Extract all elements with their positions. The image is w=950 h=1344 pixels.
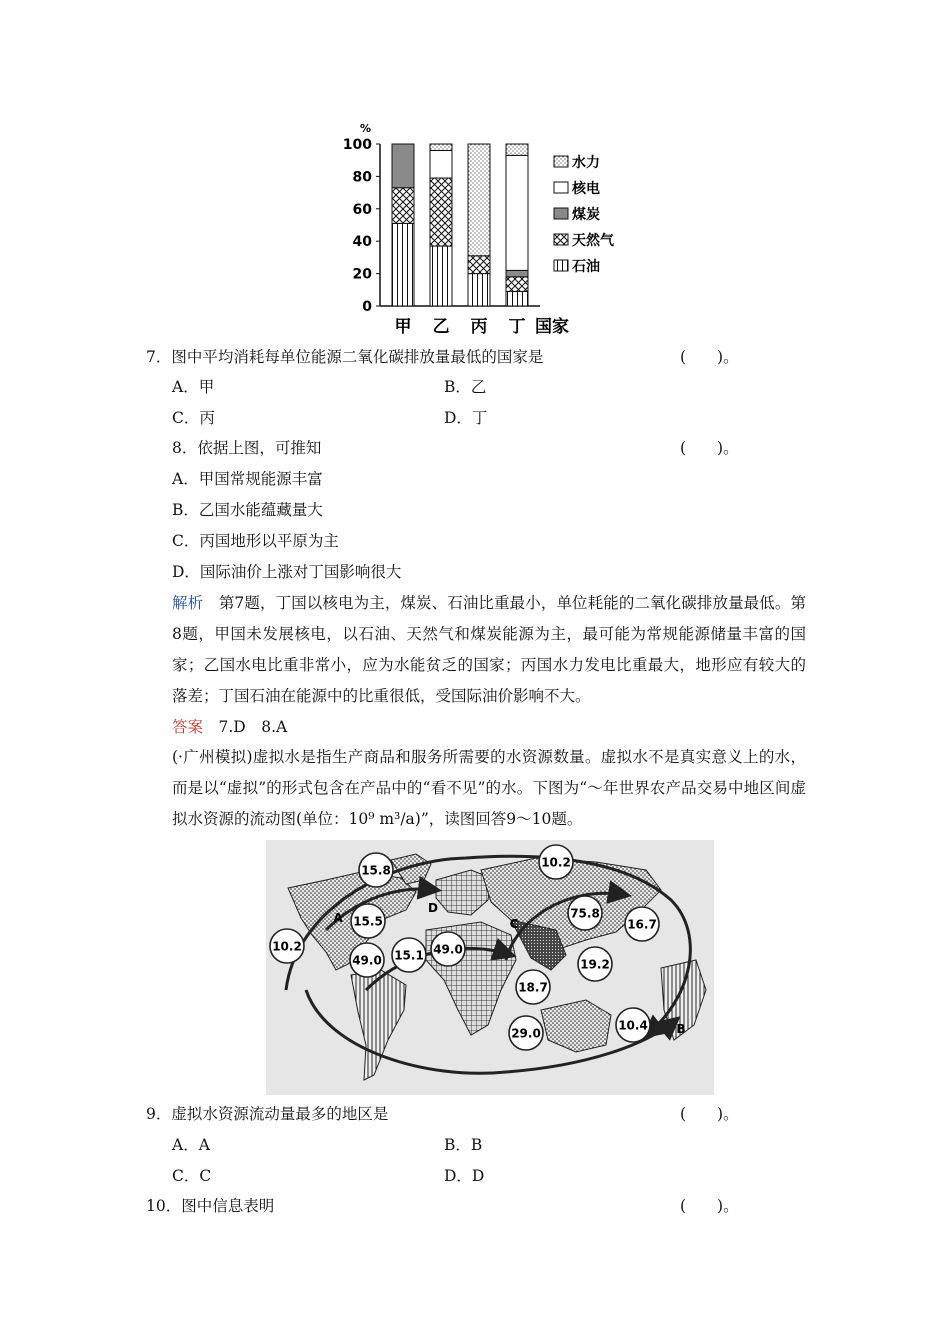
bar-segment <box>506 277 528 292</box>
q9-option-a[interactable]: A．A <box>172 1136 210 1154</box>
bar-segment <box>506 291 528 306</box>
q9-option-c[interactable]: C．C <box>172 1167 212 1185</box>
q7-option-d[interactable]: D．丁 <box>444 409 488 427</box>
legend-label: 核电 <box>572 181 600 197</box>
q7-option-c[interactable]: C．丙 <box>172 409 215 427</box>
x-axis-label: 国家 <box>535 317 569 337</box>
bar-segment <box>392 223 414 306</box>
q7-option-a[interactable]: A．甲 <box>172 378 215 396</box>
bar-segment <box>392 144 414 188</box>
legend-label: 水力 <box>572 155 600 171</box>
q8-stem: 8．依据上图，可推知 <box>172 439 322 457</box>
legend-label: 石油 <box>572 259 600 275</box>
q10-paren: ( )。 <box>680 1197 739 1215</box>
y-axis-label: % <box>360 122 372 135</box>
y-tick-label: 20 <box>352 266 372 283</box>
answer-text: 7.D 8.A <box>203 718 288 736</box>
flow-value-label: 19.2 <box>580 957 610 972</box>
analysis-text: 第7题，丁国以核电为主，煤炭、石油比重最小，单位耗能的二氧化碳排放量最低。第8题，甲国未发展核电，以石油、天然气和煤炭能源为主，最可能为常规能源储量丰富的国家；乙国水电比重非常小，应为水能贫乏的国家；丙国水力发电比重最大，地形应有较大的落差；丁国石油在能源中的比重很低，受国际油价影响不大。 <box>172 594 806 705</box>
q8-option-d[interactable]: D．国际油价上涨对丁国影响很大 <box>172 563 402 581</box>
q8-option-c[interactable]: C．丙国地形以平原为主 <box>172 532 339 550</box>
q7-paren: ( )。 <box>680 348 739 366</box>
answer-label: 答案 <box>172 718 204 736</box>
bar-segment <box>506 155 528 270</box>
y-tick-label: 40 <box>352 234 372 251</box>
bar-segment <box>430 144 452 150</box>
bar-segment <box>506 144 528 155</box>
q10-stem: 10．图中信息表明 <box>146 1197 275 1215</box>
bar-segment <box>468 256 490 274</box>
q8-paren: ( )。 <box>680 439 739 457</box>
legend-label: 煤炭 <box>572 207 600 223</box>
y-tick-label: 100 <box>342 137 372 153</box>
flow-value-label: 49.0 <box>433 942 463 957</box>
flow-value-label: 18.7 <box>518 980 548 995</box>
legend-swatch <box>554 156 568 167</box>
analysis-label: 解析 <box>172 594 204 612</box>
q9-option-b[interactable]: B．B <box>444 1136 483 1154</box>
x-category-label: 丙 <box>470 317 488 337</box>
legend-swatch <box>554 260 568 271</box>
answer-block <box>172 717 287 737</box>
flow-value-label: 15.5 <box>353 914 383 929</box>
bar-segment <box>430 246 452 306</box>
virtual-water-intro: (·广州模拟)虚拟水是指生产商品和服务所需要的水资源数量。虚拟水不是真实意义上的水，而是以“虚拟”的形式包含在产品中的“看不见”的水。下图为“～年世界农产品交易中地区间虚拟水资源的流动图(单位：10⁹ m³/a)”，读图回答9～10题。 <box>172 748 806 828</box>
flow-value-label: 15.8 <box>361 863 391 878</box>
y-tick-label: 80 <box>352 169 372 186</box>
x-category-label: 丁 <box>508 317 526 337</box>
flow-value-label: 49.0 <box>352 953 382 968</box>
flow-value-label: 75.8 <box>570 906 600 921</box>
q7-stem: 7．图中平均消耗每单位能源二氧化碳排放量最低的国家是 <box>146 348 544 366</box>
y-tick-label: 0 <box>362 299 372 315</box>
region-label: A <box>333 911 343 925</box>
bar-segment <box>506 270 528 276</box>
q9-paren: ( )。 <box>680 1105 739 1123</box>
flow-value-label: 29.0 <box>511 1026 541 1041</box>
bar-segment <box>430 178 452 246</box>
flow-value-label: 10.2 <box>541 855 571 870</box>
q8-option-a[interactable]: A．甲国常规能源丰富 <box>172 470 323 488</box>
virtual-water-flow-map <box>266 840 714 1095</box>
bar-segment <box>392 188 414 224</box>
legend-swatch <box>554 234 568 245</box>
bar-segment <box>430 150 452 178</box>
legend-swatch <box>554 208 568 219</box>
x-category-label: 乙 <box>432 317 450 337</box>
q8-option-b[interactable]: B．乙国水能蕴藏量大 <box>172 501 323 519</box>
region-label: B <box>676 1022 686 1036</box>
analysis-block <box>172 588 806 712</box>
bar-segment <box>468 274 490 306</box>
q9-option-d[interactable]: D．D <box>444 1167 485 1185</box>
region-label: C <box>509 917 519 931</box>
x-category-label: 甲 <box>394 317 412 337</box>
flow-value-label: 15.1 <box>394 948 424 963</box>
flow-value-label: 10.4 <box>618 1018 648 1033</box>
flow-value-label: 16.7 <box>627 917 657 932</box>
y-tick-label: 60 <box>352 201 372 218</box>
legend-swatch <box>554 182 568 193</box>
q9-stem: 9．虚拟水资源流动量最多的地区是 <box>146 1105 389 1123</box>
q7-option-b[interactable]: B．乙 <box>444 378 487 396</box>
region-label: D <box>428 901 438 915</box>
energy-structure-chart <box>340 118 640 340</box>
flow-value-label: 10.2 <box>272 939 302 954</box>
bar-segment <box>468 144 490 256</box>
legend-label: 天然气 <box>572 233 614 249</box>
